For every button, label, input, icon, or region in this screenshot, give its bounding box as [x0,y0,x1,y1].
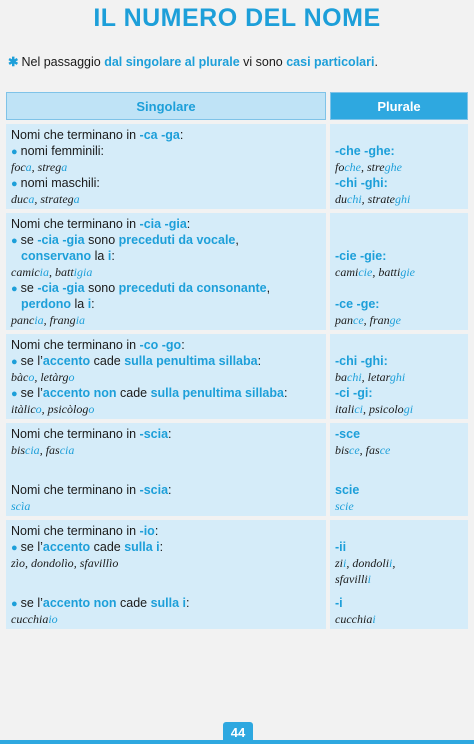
example: zìo, dondolìo, sfavillìo [11,556,119,570]
example: duca, stratega [11,192,80,206]
table-row-io [6,520,468,629]
table-header [6,92,468,120]
plurale-cell: -chi -ghi: bachi, letarghi -ci -gi: italici, psicologi [330,334,468,419]
plurale-cell: -che -ghe: foche, streghe -chi -ghi: duchi, strateghi [330,124,468,209]
example: foca, strega [11,160,68,174]
bullet-icon: ● [11,388,18,400]
example: italici, psicologi [335,402,414,416]
singolare-cell: Nomi che terminano in -scia: biscia, fascia Nomi che terminano in -scia: scìa [6,423,326,516]
example: sfavillii [335,572,372,586]
rules-table [6,92,468,629]
bullet-icon: ● [11,235,18,247]
singolare-cell: Nomi che terminano in -co -go: ● se l’accento cade sulla penultima sillaba: bàco, letàrgo ● se l’accento non cade sulla penultima sillaba: itàlico, psicòlogo [6,334,326,419]
singolare-cell: Nomi che terminano in -cia -gia: ● se -cia -gia sono preceduti da vocale, conservano la i: camicia, battigia ● se -cia -gia sono preceduti da consonante, perdono la i: pancia, frangia [6,213,326,330]
example: camicie, battigie [335,265,416,279]
header-plurale: Plurale [330,92,468,120]
intro-text: ✱ Nel passaggio dal singolare al plurale vi sono casi particolari. [8,55,378,69]
bullet-icon: ● [11,146,18,158]
page-number: 44 [223,722,253,742]
example: camicia, battigia [11,265,93,279]
example: bàco, letàrgo [11,370,75,384]
plurale-cell: -sce bisce, fasce scie scie [330,423,468,516]
example: foche, streghe [335,160,402,174]
example: cucchiaio [11,612,58,626]
example: scie [335,499,354,513]
example: cucchiai [335,612,376,626]
plurale-cell: -ii zii, dondolii, sfavillii -i cucchiai [330,520,468,629]
bullet-icon: ● [11,178,18,190]
example: pancia, frangia [11,313,86,327]
bullet-icon: ● [11,356,18,368]
example: scìa [11,499,31,513]
table-row-cia-gia [6,213,468,330]
table-row-ca-ga [6,124,468,209]
singolare-cell: Nomi che terminano in -io: ● se l’accento cade sulla i: zìo, dondolìo, sfavillìo ● se l’accento non cade sulla i: cucchiaio [6,520,326,629]
table-row-co-go [6,334,468,419]
example: duchi, strateghi [335,192,411,206]
asterisk-icon: ✱ [8,55,19,69]
example: pance, frange [335,313,401,327]
example: bisce, fasce [335,443,391,457]
example: zii, dondolii, [335,556,396,570]
bullet-icon: ● [11,283,18,295]
bullet-icon: ● [11,598,18,610]
singolare-cell: Nomi che terminano in -ca -ga: ● nomi femminili: foca, strega ● nomi maschili: duca, stratega [6,124,326,209]
plurale-cell: -cie -gie: camicie, battigie -ce -ge: pance, frange [330,213,468,330]
header-singolare: Singolare [6,92,326,120]
example: biscia, fascia [11,443,75,457]
page-title: IL NUMERO DEL NOME [93,4,381,32]
footer-divider [0,740,474,744]
example: itàlico, psicòlogo [11,402,95,416]
example: bachi, letarghi [335,370,406,384]
row-heading: Nomi che terminano in -ca -ga: [11,128,184,142]
table-row-scia [6,423,468,516]
bullet-icon: ● [11,542,18,554]
